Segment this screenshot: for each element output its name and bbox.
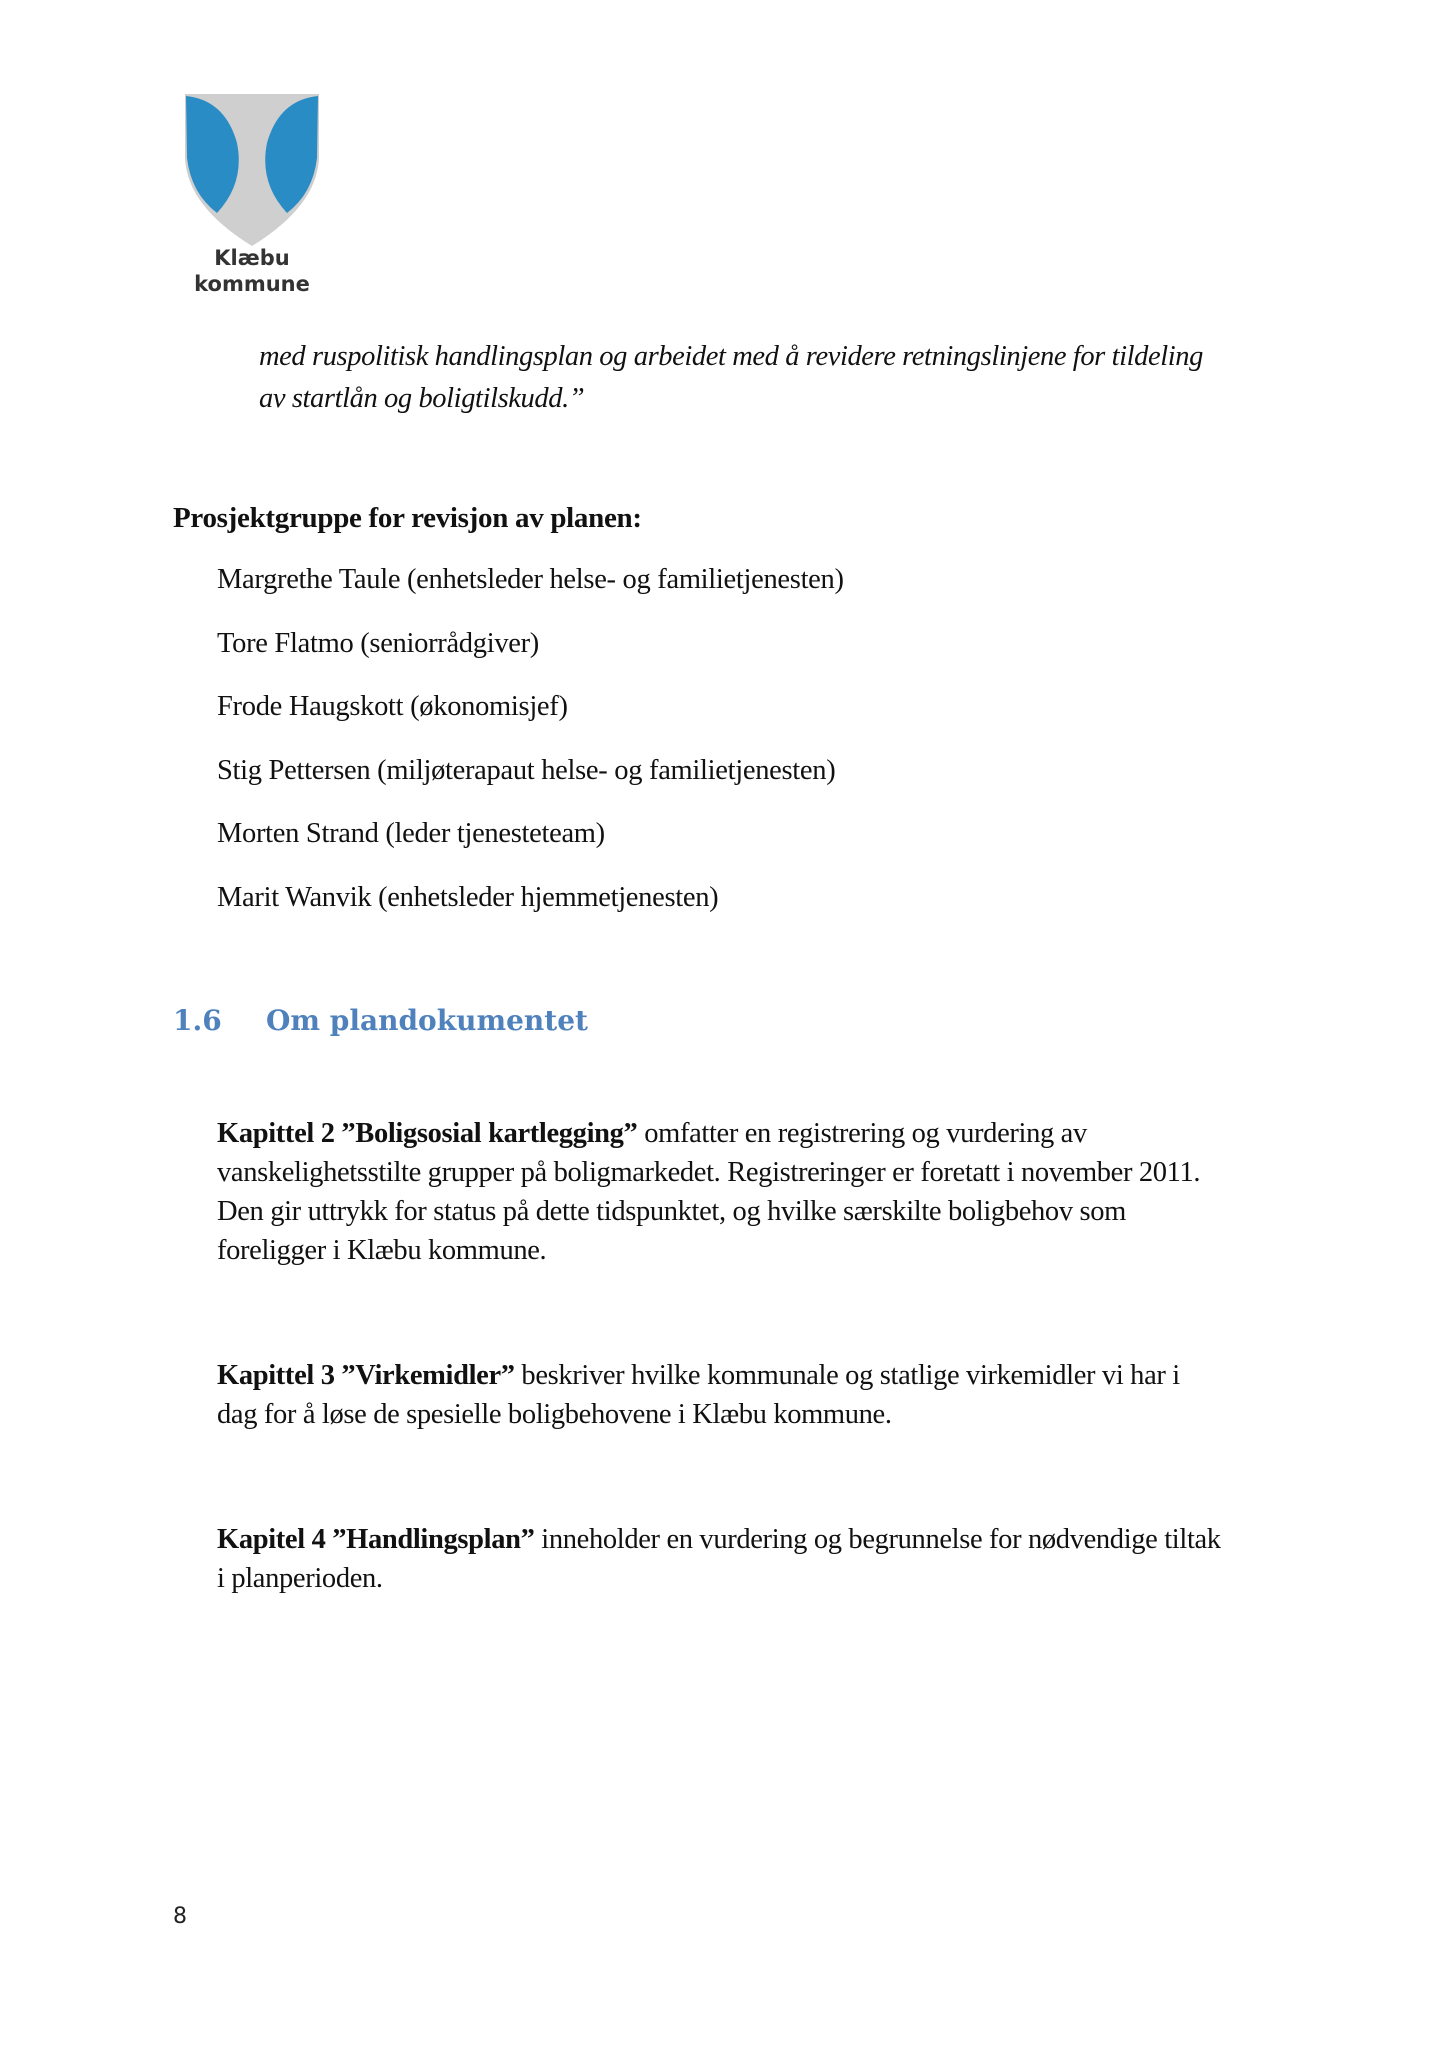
municipality-logo [177,88,327,306]
page-number: 8 [173,1904,187,1929]
quote-line: av startlån og boligtilskudd.” [259,383,585,414]
project-group-title: Prosjektgruppe for revisjon av planen: [173,502,642,534]
project-group-members [217,560,844,941]
paragraph-text: Den gir uttrykk for status på dette tidspunktet, og hvilke særskilte boligbehov som [217,1196,1126,1227]
member-item: Stig Pettersen (miljøterapaut helse- og familietjenesten) [217,754,836,786]
member-item: Morten Strand (leder tjenesteteam) [217,818,605,849]
paragraph-text: omfatter en registrering og vurdering av [637,1118,1087,1149]
logo-text-line1: Klæbu [214,246,290,270]
member-item: Marit Wanvik (enhetsleder hjemmetjenesten) [217,881,719,913]
paragraph-text: foreligger i Klæbu kommune. [217,1235,547,1266]
paragraph-text: dag for å løse de spesielle boligbehovene i Klæbu kommune. [217,1399,892,1430]
section-number: 1.6 [173,1004,222,1037]
logo-text-line2: kommune [194,272,310,296]
section-title: Om plandokumentet [266,1004,588,1037]
member-item: Margrethe Taule (enhetsleder helse- og familietjenesten) [217,564,844,595]
quote-line: med ruspolitisk handlingsplan og arbeidet med å revidere retningslinjene for tildeling [259,341,1203,372]
paragraph-text: beskriver hvilke kommunale og statlige virkemidler vi har i [514,1360,1180,1391]
chapter-2-paragraph [217,1114,1307,1270]
chapter-title: Kapittel 2 ”Boligsosial kartlegging” [217,1118,638,1149]
paragraph-text: i planperioden. [217,1563,383,1594]
coat-of-arms-icon [177,88,327,248]
member-item: Tore Flatmo (seniorrådgiver) [217,627,539,659]
paragraph-text: inneholder en vurdering og begrunnelse for nødvendige tiltak [534,1524,1221,1555]
chapter-3-paragraph [217,1356,1307,1434]
paragraph-text: vanskelighetsstilte grupper på boligmarkedet. Registreringer er foretatt i november 2011. [217,1157,1201,1188]
chapter-title: Kapitel 4 ”Handlingsplan” [217,1524,535,1555]
chapter-4-paragraph [217,1520,1307,1598]
chapter-title: Kapittel 3 ”Virkemidler” [217,1360,515,1391]
member-item: Frode Haugskott (økonomisjef) [217,691,568,722]
quote-continuation [259,336,1299,420]
section-heading [173,1004,588,1037]
